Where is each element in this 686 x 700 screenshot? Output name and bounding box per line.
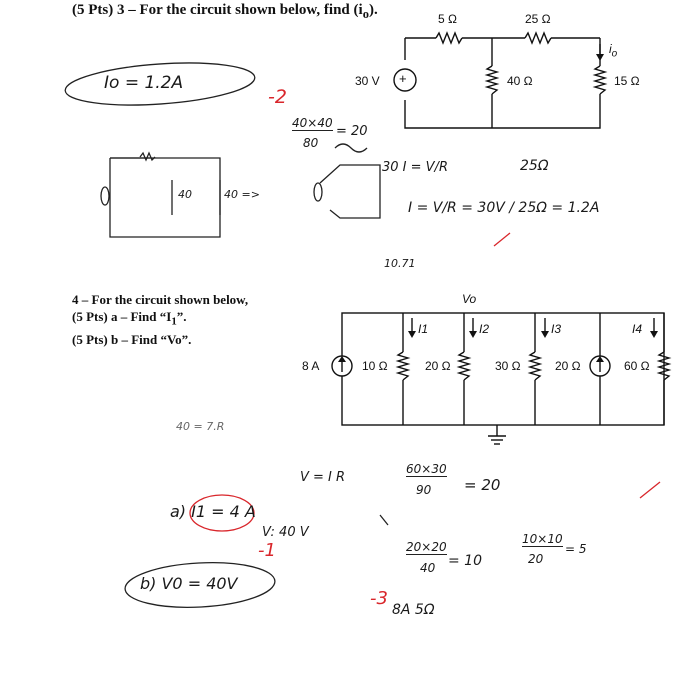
hw-q3-score: -2	[268, 86, 287, 108]
q4-current-i2: I2	[479, 322, 490, 336]
hw-sub-r: 40	[178, 188, 192, 201]
q3-r-25ohm: 25 Ω	[525, 12, 551, 26]
hw-calc3-res: = 5	[565, 542, 587, 556]
q4-r-20ohm-b: 20 Ω	[555, 359, 581, 373]
hw-vir: V = I R	[300, 470, 346, 485]
hw-calc3-den: 20	[528, 552, 544, 566]
hw-par-num: 40×40	[292, 116, 333, 130]
hw-answer-b: b) V0 = 40V	[140, 574, 238, 593]
hw-calc2-den: 40	[420, 561, 436, 575]
hw-ohm-law: 30 I = V/R	[382, 160, 448, 175]
q4-current-i3: I3	[551, 322, 562, 336]
hw-score-b: -3	[370, 588, 388, 609]
q4-circuit	[342, 313, 669, 444]
hw-answer-a: a) I1 = 4 A	[170, 502, 256, 521]
q3-title: (5 Pts) 3 – For the circuit shown below, find $(i_o)$.	[72, 2, 378, 21]
hw-calc1-res: = 20	[464, 476, 501, 494]
hw-calc2-num: 20×20	[406, 540, 447, 554]
hw-note-40: 40 = 7.R	[176, 420, 225, 433]
hw-current-calc: I = V/R = 30V / 25Ω = 1.2A	[408, 200, 600, 216]
q4-current-i4: I4	[632, 322, 643, 336]
hw-calc3-num: 10×10	[522, 532, 563, 546]
q4-r-20ohm: 20 Ω	[425, 359, 451, 373]
hw-calc1-num: 60×30	[406, 462, 447, 476]
q3-source-polarity: +	[399, 71, 407, 86]
q3-circuit	[394, 33, 605, 128]
q3-source-30v: 30 V	[355, 74, 380, 88]
hw-par-den: 80	[303, 136, 319, 150]
hw-score-a: -1	[258, 540, 276, 561]
hw-r-total: 25Ω	[520, 158, 549, 174]
q3-r-15ohm: 15 Ω	[614, 74, 640, 88]
q3-r-40ohm: 40 Ω	[507, 74, 533, 88]
hw-calc2-res: = 10	[448, 553, 482, 569]
q4-r-10ohm: 10 Ω	[362, 359, 388, 373]
hw-v-sub: V: 40 V	[262, 525, 309, 540]
q4-current-i1: I1	[418, 322, 429, 336]
hw-note-10: 10.71	[384, 257, 416, 270]
q4-node-vo: Vo	[462, 292, 477, 306]
hw-sub-r2: 40 =>	[224, 188, 260, 201]
q3-r-5ohm: 5 Ω	[438, 12, 457, 26]
q4-r-60ohm: 60 Ω	[624, 359, 650, 373]
hw-par-res: = 20	[336, 124, 368, 139]
hw-final: 8A 5Ω	[392, 602, 435, 618]
hw-calc1-den: 90	[416, 483, 432, 497]
hw-q3-answer: Io = 1.2A	[104, 73, 184, 93]
q3-current-io: $i_o$	[609, 42, 618, 60]
q4-title: 4 – For the circuit shown below, (5 Pts) a – Find “$I_1$”. (5 Pts) b – Find “Vo”.	[72, 292, 249, 347]
q4-r-30ohm: 30 Ω	[495, 359, 521, 373]
q4-source-8a: 8 A	[302, 359, 320, 373]
